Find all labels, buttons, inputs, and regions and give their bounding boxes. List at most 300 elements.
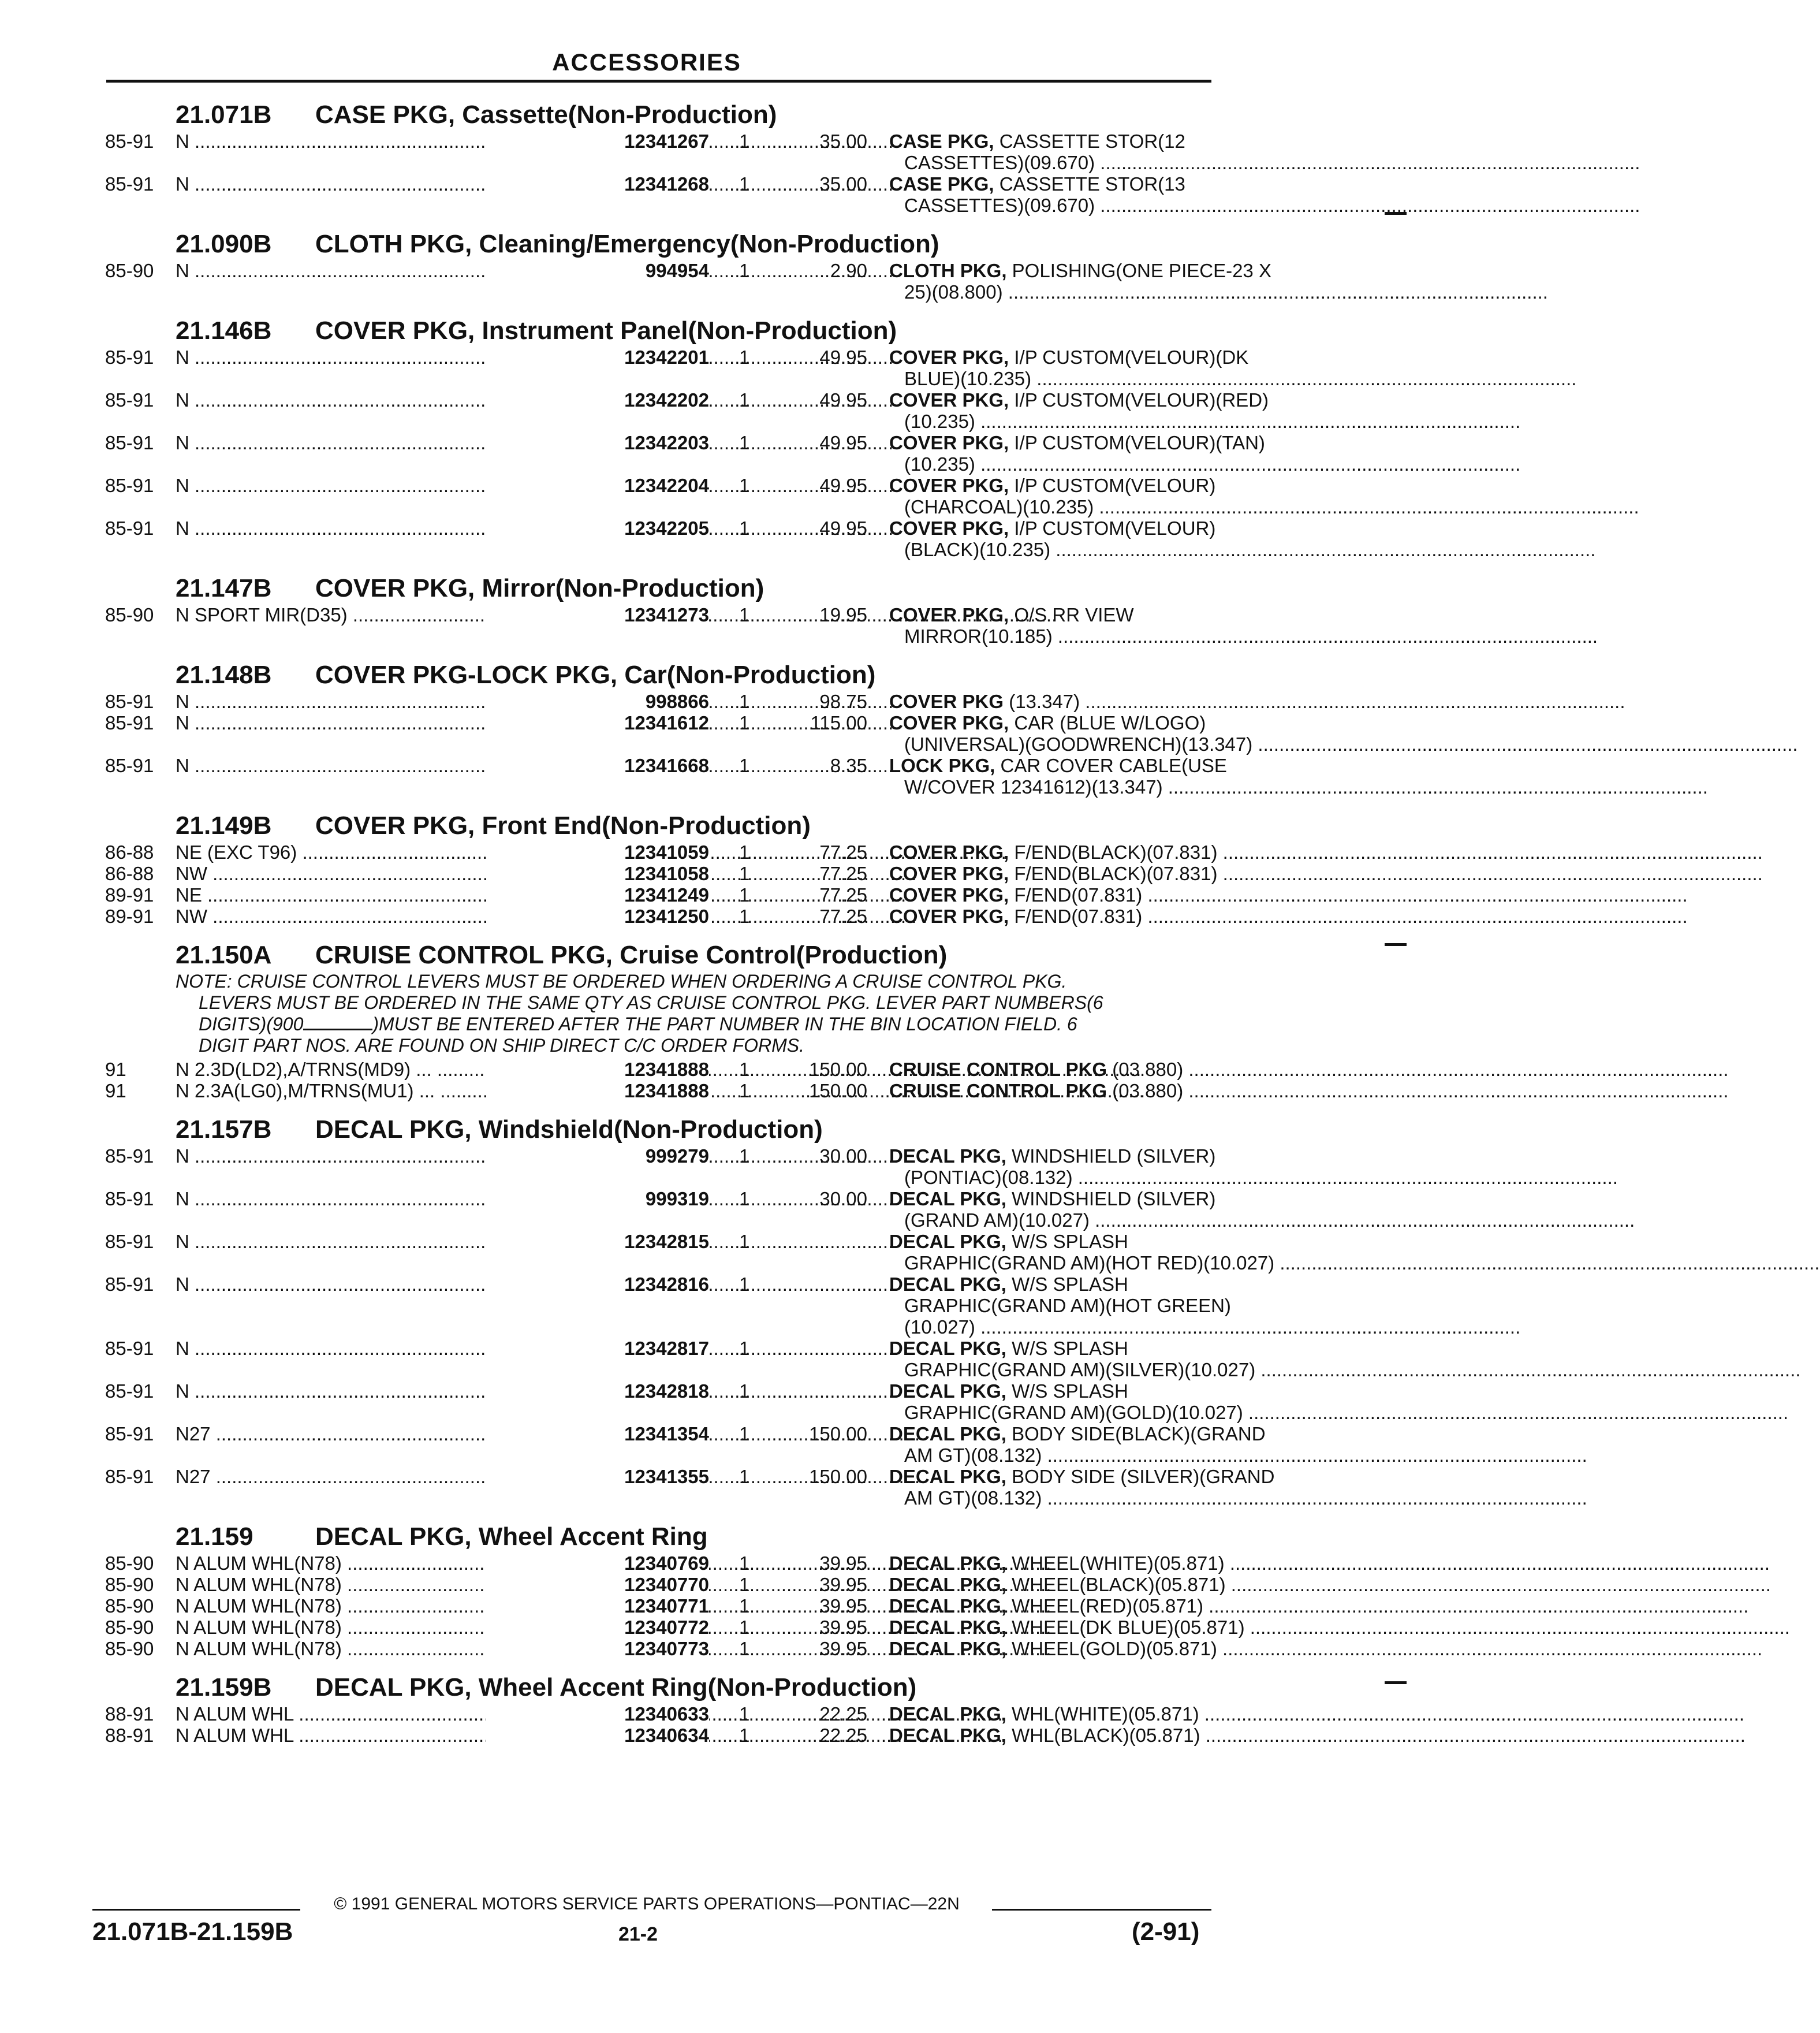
section-title: COVER PKG, Front End(Non-Production): [315, 811, 811, 840]
quantity: 1: [739, 1188, 750, 1209]
description-detail: (03.880): [1112, 1080, 1184, 1101]
description-detail: POLISHING(ONE PIECE-23 X: [1012, 260, 1271, 281]
part-number: 12340770: [486, 1574, 709, 1595]
price: 8.35: [830, 755, 867, 776]
description-detail: WINDSHIELD (SILVER): [1012, 1145, 1216, 1167]
part-row: [105, 389, 1269, 432]
quantity: 1: [739, 1617, 750, 1638]
part-row: [105, 712, 1253, 755]
header-rule: [106, 80, 1211, 83]
quantity: 1: [739, 260, 750, 281]
description-continuation: GRAPHIC(GRAND AM)(HOT GREEN): [904, 1295, 1231, 1316]
description-line: [889, 1145, 1216, 1167]
part-number: 12341888: [486, 1080, 709, 1101]
description-detail: WHL(BLACK)(05.871): [1012, 1725, 1200, 1746]
section-heading: [105, 1659, 1208, 1703]
part-row: [105, 1595, 1208, 1617]
note-blank: [303, 1029, 372, 1030]
section-heading: [105, 1509, 1208, 1552]
footer-date: (2-91): [1132, 1917, 1200, 1946]
part-number: 12341273: [486, 604, 709, 625]
margin-mark: [1385, 1681, 1407, 1684]
footer-copyright: © 1991 GENERAL MOTORS SERVICE PARTS OPERATIONS—PONTIAC—22N: [334, 1894, 960, 1913]
part-row: [105, 1380, 1243, 1423]
part-row: [105, 604, 1208, 647]
description-name: COVER PKG,: [889, 347, 1009, 368]
description-name: COVER PKG: [889, 691, 1004, 712]
application: N .....: [176, 173, 591, 195]
description-detail: F/END(07.831): [1014, 884, 1143, 906]
model-years: 85-90: [105, 1574, 154, 1595]
note-text: )MUST BE ENTERED AFTER THE PART NUMBER IN THE BIN LOCATION FIELD. 6: [372, 1014, 1077, 1034]
description-detail: BODY SIDE(BLACK)(GRAND: [1012, 1423, 1266, 1444]
part-row: [105, 347, 1249, 389]
section-title: CASE PKG, Cassette(Non-Production): [315, 100, 777, 129]
application: N .....: [176, 1274, 591, 1295]
application: NE .....: [176, 884, 591, 906]
section-code: 21.071B: [176, 100, 272, 129]
application: N .....: [176, 389, 591, 411]
description-continuation: (GRAND AM)(10.027) .....: [889, 1209, 1208, 1231]
description-name: DECAL PKG,: [889, 1380, 1006, 1402]
description-detail: WINDSHIELD (SILVER): [1012, 1188, 1216, 1209]
part-number: 12342205: [486, 517, 709, 539]
part-row: [105, 1638, 1217, 1659]
quantity: 1: [739, 1423, 750, 1444]
section-title: DECAL PKG, Wheel Accent Ring(Non-Production): [315, 1673, 917, 1701]
description-detail: F/END(BLACK)(07.831): [1014, 842, 1218, 863]
description-name: COVER PKG,: [889, 842, 1009, 863]
description-continuation: BLUE)(10.235) .....: [889, 368, 1208, 389]
description-line: [889, 260, 1271, 281]
part-row: [105, 863, 1218, 884]
application: N 2.3D(LD2),A/TRNS(MD9) ... .....: [176, 1059, 591, 1080]
description-line: [889, 347, 1249, 368]
application: N ALUM WHL(N78) .....: [176, 1595, 591, 1617]
price: 77.25: [819, 884, 867, 906]
description-detail: O/S RR VIEW: [1014, 604, 1134, 625]
price: 30.00: [819, 1145, 867, 1167]
section-title: DECAL PKG, Windshield(Non-Production): [315, 1115, 823, 1144]
part-number: 999279: [486, 1145, 709, 1167]
footer-rule-right: [992, 1909, 1211, 1911]
description-line: [889, 517, 1216, 539]
model-years: 86-88: [105, 863, 154, 884]
description-continuation: CASSETTES)(09.670) .....: [889, 152, 1208, 173]
description-line: [889, 712, 1208, 733]
description-detail: W/S SPLASH: [1012, 1274, 1128, 1295]
model-years: 88-91: [105, 1725, 154, 1746]
quantity: 1: [739, 712, 750, 733]
price: 77.25: [819, 906, 867, 927]
section-code: 21.159B: [176, 1673, 272, 1701]
description-line: [889, 1188, 1216, 1209]
application: N .....: [176, 347, 591, 368]
price: 150.00: [809, 1466, 867, 1487]
section-21-146b: [105, 303, 1269, 560]
model-years: 85-91: [105, 517, 154, 539]
section-heading: [105, 303, 1208, 347]
section-title: CRUISE CONTROL PKG, Cruise Control(Production): [315, 941, 948, 969]
description-name: CLOTH PKG,: [889, 260, 1007, 281]
price: 150.00: [809, 1080, 867, 1101]
part-row: [105, 884, 1208, 906]
part-number: 12341668: [486, 755, 709, 776]
description-continuation: (10.235) .....: [889, 411, 1208, 432]
part-row: [105, 432, 1265, 475]
description-name: CASE PKG,: [889, 131, 994, 152]
quantity: 1: [739, 1638, 750, 1659]
part-number: 12342817: [486, 1338, 709, 1359]
section-title: COVER PKG, Instrument Panel(Non-Production): [315, 317, 897, 345]
part-number: 12340769: [486, 1552, 709, 1574]
price: 49.95: [819, 389, 867, 411]
part-row: [105, 1059, 1208, 1080]
model-years: 85-91: [105, 1188, 154, 1209]
description-detail: I/P CUSTOM(VELOUR): [1014, 475, 1216, 496]
quantity: 1: [739, 1703, 750, 1725]
description-continuation: W/COVER 12341612)(13.347) .....: [889, 776, 1208, 798]
description-name: DECAL PKG,: [889, 1617, 1006, 1638]
description-name: DECAL PKG,: [889, 1638, 1006, 1659]
section-title: COVER PKG-LOCK PKG, Car(Non-Production): [315, 661, 876, 689]
description-line: [889, 131, 1208, 152]
section-21-149b: [105, 798, 1218, 927]
section-title: DECAL PKG, Wheel Accent Ring: [315, 1522, 708, 1551]
section-21-150a: [105, 927, 1208, 1101]
description-name: CASE PKG,: [889, 173, 994, 195]
model-years: 85-91: [105, 1466, 154, 1487]
section-21-157b: [105, 1101, 1275, 1509]
application: N .....: [176, 691, 591, 712]
quantity: 1: [739, 1552, 750, 1574]
price: 19.95: [819, 604, 867, 625]
description-continuation: GRAPHIC(GRAND AM)(HOT RED)(10.027) .....: [889, 1252, 1208, 1274]
part-number: 12341354: [486, 1423, 709, 1444]
section-heading: [105, 647, 1208, 691]
price: 39.95: [819, 1595, 867, 1617]
description-detail: WHEEL(RED)(05.871): [1012, 1595, 1204, 1617]
description-name: DECAL PKG,: [889, 1188, 1006, 1209]
description-continuation: (BLACK)(10.235) .....: [889, 539, 1208, 560]
description-detail: F/END(BLACK)(07.831): [1014, 863, 1218, 884]
model-years: 85-91: [105, 389, 154, 411]
quantity: 1: [739, 517, 750, 539]
description-detail: I/P CUSTOM(VELOUR): [1014, 517, 1216, 539]
part-number: 12341059: [486, 842, 709, 863]
part-number: 999319: [486, 1188, 709, 1209]
part-number: 12342202: [486, 389, 709, 411]
description-line: [889, 173, 1208, 195]
model-years: 85-91: [105, 1231, 154, 1252]
quantity: 1: [739, 1080, 750, 1101]
model-years: 85-91: [105, 691, 154, 712]
section-code: 21.148B: [176, 661, 272, 689]
model-years: 88-91: [105, 1703, 154, 1725]
part-number: 12341267: [486, 131, 709, 152]
description-line: [889, 863, 1218, 884]
part-row: [105, 1145, 1216, 1188]
application: N ALUM WHL(N78) .....: [176, 1617, 591, 1638]
price: 98.75: [819, 691, 867, 712]
section-21-159b: [105, 1659, 1208, 1746]
description-name: DECAL PKG,: [889, 1725, 1006, 1746]
model-years: 85-91: [105, 1338, 154, 1359]
description-line: [889, 691, 1208, 712]
application: N .....: [176, 131, 591, 152]
quantity: 1: [739, 842, 750, 863]
application: N .....: [176, 260, 591, 281]
description-name: COVER PKG,: [889, 432, 1009, 453]
model-years: 85-90: [105, 1552, 154, 1574]
section-code: 21.090B: [176, 230, 272, 258]
description-name: CRUISE CONTROL PKG: [889, 1080, 1107, 1101]
part-row: [105, 1574, 1226, 1595]
description-name: COVER PKG,: [889, 884, 1009, 906]
application: N .....: [176, 755, 591, 776]
part-row: [105, 906, 1208, 927]
part-row: [105, 1274, 1231, 1338]
note-text: DIGITS)(900: [199, 1014, 304, 1034]
section-code: 21.159: [176, 1522, 253, 1551]
model-years: 91: [105, 1059, 126, 1080]
price: 30.00: [819, 1188, 867, 1209]
part-number: 12340772: [486, 1617, 709, 1638]
application: N ALUM WHL .....: [176, 1725, 591, 1746]
description-continuation: (PONTIAC)(08.132) .....: [889, 1167, 1208, 1188]
description-name: COVER PKG,: [889, 863, 1009, 884]
quantity: 1: [739, 1145, 750, 1167]
description-line: [889, 1380, 1208, 1402]
quantity: 1: [739, 1725, 750, 1746]
description-name: DECAL PKG,: [889, 1552, 1006, 1574]
price: 77.25: [819, 842, 867, 863]
model-years: 85-91: [105, 347, 154, 368]
part-row: [105, 842, 1218, 863]
part-row: [105, 1231, 1275, 1274]
description-name: DECAL PKG,: [889, 1423, 1006, 1444]
section-heading: [105, 560, 1208, 604]
model-years: 85-91: [105, 1423, 154, 1444]
application: N .....: [176, 1145, 591, 1167]
margin-mark: [1385, 943, 1407, 946]
part-number: 12342815: [486, 1231, 709, 1252]
price: 39.95: [819, 1574, 867, 1595]
description-name: DECAL PKG,: [889, 1574, 1006, 1595]
quantity: 1: [739, 1466, 750, 1487]
quantity: 1: [739, 475, 750, 496]
description-line: [889, 906, 1208, 927]
section-21-071b: [105, 87, 1208, 216]
part-row: [105, 260, 1271, 303]
quantity: 1: [739, 863, 750, 884]
description-line: [889, 1231, 1208, 1252]
section-heading: [105, 87, 1208, 131]
description-name: DECAL PKG,: [889, 1595, 1006, 1617]
model-years: 85-90: [105, 604, 154, 625]
quantity: 1: [739, 173, 750, 195]
part-number: 12340634: [486, 1725, 709, 1746]
description-detail: I/P CUSTOM(VELOUR)(RED): [1014, 389, 1269, 411]
description-detail: W/S SPLASH: [1012, 1231, 1128, 1252]
section-code: 21.157B: [176, 1115, 272, 1144]
footer-page-number: 21-2: [618, 1923, 658, 1945]
price: 35.00: [819, 173, 867, 195]
quantity: 1: [739, 432, 750, 453]
part-row: [105, 1080, 1208, 1101]
description-name: DECAL PKG,: [889, 1145, 1006, 1167]
description-continuation: AM GT)(08.132) .....: [889, 1444, 1208, 1466]
price: 35.00: [819, 131, 867, 152]
part-number: 994954: [486, 260, 709, 281]
quantity: 1: [739, 347, 750, 368]
price: 39.95: [819, 1617, 867, 1638]
application: NE (EXC T96) .....: [176, 842, 591, 863]
section-title: COVER PKG, Mirror(Non-Production): [315, 574, 764, 602]
application: N27 .....: [176, 1466, 591, 1487]
description-name: DECAL PKG,: [889, 1338, 1006, 1359]
quantity: 1: [739, 1338, 750, 1359]
application: N .....: [176, 475, 591, 496]
description-name: COVER PKG,: [889, 604, 1009, 625]
part-row: [105, 1552, 1225, 1574]
model-years: 85-91: [105, 432, 154, 453]
description-detail: (13.347): [1009, 691, 1080, 712]
price: 150.00: [809, 1423, 867, 1444]
description-name: COVER PKG,: [889, 906, 1009, 927]
part-number: 998866: [486, 691, 709, 712]
description-name: COVER PKG,: [889, 712, 1009, 733]
description-detail: WHEEL(BLACK)(05.871): [1012, 1574, 1226, 1595]
section-code: 21.150A: [176, 941, 272, 969]
price: 2.90: [830, 260, 867, 281]
note-line: LEVERS MUST BE ORDERED IN THE SAME QTY AS CRUISE CONTROL PKG. LEVER PART NUMBERS(6: [199, 992, 1103, 1013]
model-years: 85-91: [105, 1274, 154, 1295]
part-number: 12342818: [486, 1380, 709, 1402]
quantity: 1: [739, 389, 750, 411]
application: N .....: [176, 712, 591, 733]
model-years: 85-91: [105, 475, 154, 496]
model-years: 85-91: [105, 755, 154, 776]
model-years: 86-88: [105, 842, 154, 863]
description-line: [889, 475, 1216, 496]
description-detail: (03.880): [1112, 1059, 1184, 1080]
application: N .....: [176, 432, 591, 453]
model-years: 85-91: [105, 712, 154, 733]
model-years: 85-90: [105, 260, 154, 281]
description-detail: W/S SPLASH: [1012, 1338, 1128, 1359]
description-continuation: CASSETTES)(09.670) .....: [889, 195, 1208, 216]
description-detail: I/P CUSTOM(VELOUR)(DK: [1014, 347, 1249, 368]
model-years: 85-90: [105, 1595, 154, 1617]
quantity: 1: [739, 691, 750, 712]
section-code: 21.149B: [176, 811, 272, 840]
model-years: 85-91: [105, 131, 154, 152]
section-21-159: [105, 1509, 1245, 1659]
model-years: 85-91: [105, 1380, 154, 1402]
application: NW .....: [176, 906, 591, 927]
description-name: COVER PKG,: [889, 389, 1009, 411]
part-number: 12340771: [486, 1595, 709, 1617]
part-number: 12342204: [486, 475, 709, 496]
price: 39.95: [819, 1638, 867, 1659]
description-detail: WHEEL(DK BLUE)(05.871): [1012, 1617, 1245, 1638]
part-number: 12342816: [486, 1274, 709, 1295]
application: N 2.3A(LG0),M/TRNS(MU1) ... .....: [176, 1080, 591, 1101]
application: N .....: [176, 1188, 591, 1209]
part-row: [105, 1423, 1266, 1466]
footer-range: 21.071B-21.159B: [92, 1917, 293, 1946]
description-continuation: GRAPHIC(GRAND AM)(SILVER)(10.027) .....: [889, 1359, 1208, 1380]
application: N SPORT MIR(D35) .....: [176, 604, 591, 625]
part-number: 12341250: [486, 906, 709, 927]
description-line: [889, 1338, 1208, 1359]
description-detail: W/S SPLASH: [1012, 1380, 1128, 1402]
part-row: [105, 1338, 1256, 1380]
description-detail: BODY SIDE (SILVER)(GRAND: [1012, 1466, 1275, 1487]
part-number: 12340773: [486, 1638, 709, 1659]
price: 49.95: [819, 475, 867, 496]
part-number: 12341249: [486, 884, 709, 906]
description-detail: I/P CUSTOM(VELOUR)(TAN): [1014, 432, 1265, 453]
part-number: 12341058: [486, 863, 709, 884]
section-title: CLOTH PKG, Cleaning/Emergency(Non-Production): [315, 230, 939, 258]
price: 49.95: [819, 432, 867, 453]
quantity: 1: [739, 604, 750, 625]
model-years: 91: [105, 1080, 126, 1101]
description-continuation: (10.027) .....: [889, 1316, 1208, 1338]
page-title: ACCESSORIES: [552, 49, 741, 76]
part-row: [105, 517, 1216, 560]
description-name: CRUISE CONTROL PKG: [889, 1059, 1107, 1080]
part-row: [105, 131, 1208, 173]
part-number: 12340633: [486, 1703, 709, 1725]
section-heading: [105, 216, 1208, 260]
description-name: LOCK PKG,: [889, 755, 995, 776]
description-name: DECAL PKG,: [889, 1231, 1006, 1252]
quantity: 1: [739, 755, 750, 776]
part-row: [105, 475, 1216, 517]
application: N ALUM WHL(N78) .....: [176, 1638, 591, 1659]
description-line: [889, 1423, 1266, 1444]
part-number: 12342203: [486, 432, 709, 453]
application: N27 .....: [176, 1423, 591, 1444]
description-continuation: AM GT)(08.132) .....: [889, 1487, 1208, 1509]
note-line: [176, 1014, 1208, 1035]
description-detail: F/END(07.831): [1014, 906, 1143, 927]
model-years: 85-91: [105, 1145, 154, 1167]
section-code: 21.147B: [176, 574, 272, 602]
quantity: 1: [739, 884, 750, 906]
model-years: 85-90: [105, 1638, 154, 1659]
section-21-148b: [105, 647, 1253, 798]
application: N .....: [176, 1338, 591, 1359]
description-name: DECAL PKG,: [889, 1466, 1006, 1487]
quantity: 1: [739, 1274, 750, 1295]
application: N .....: [176, 1231, 591, 1252]
quantity: 1: [739, 1380, 750, 1402]
description-continuation: (CHARCOAL)(10.235) .....: [889, 496, 1208, 517]
description-continuation: 25)(08.800) .....: [889, 281, 1208, 303]
description-name: COVER PKG,: [889, 517, 1009, 539]
section-heading: [105, 1101, 1208, 1145]
parts-listing: [105, 87, 1275, 1746]
part-row: [105, 755, 1227, 798]
note-line: DIGIT PART NOS. ARE FOUND ON SHIP DIRECT C/C ORDER FORMS.: [199, 1035, 804, 1056]
price: 39.95: [819, 1552, 867, 1574]
model-years: 89-91: [105, 906, 154, 927]
price: 49.95: [819, 347, 867, 368]
